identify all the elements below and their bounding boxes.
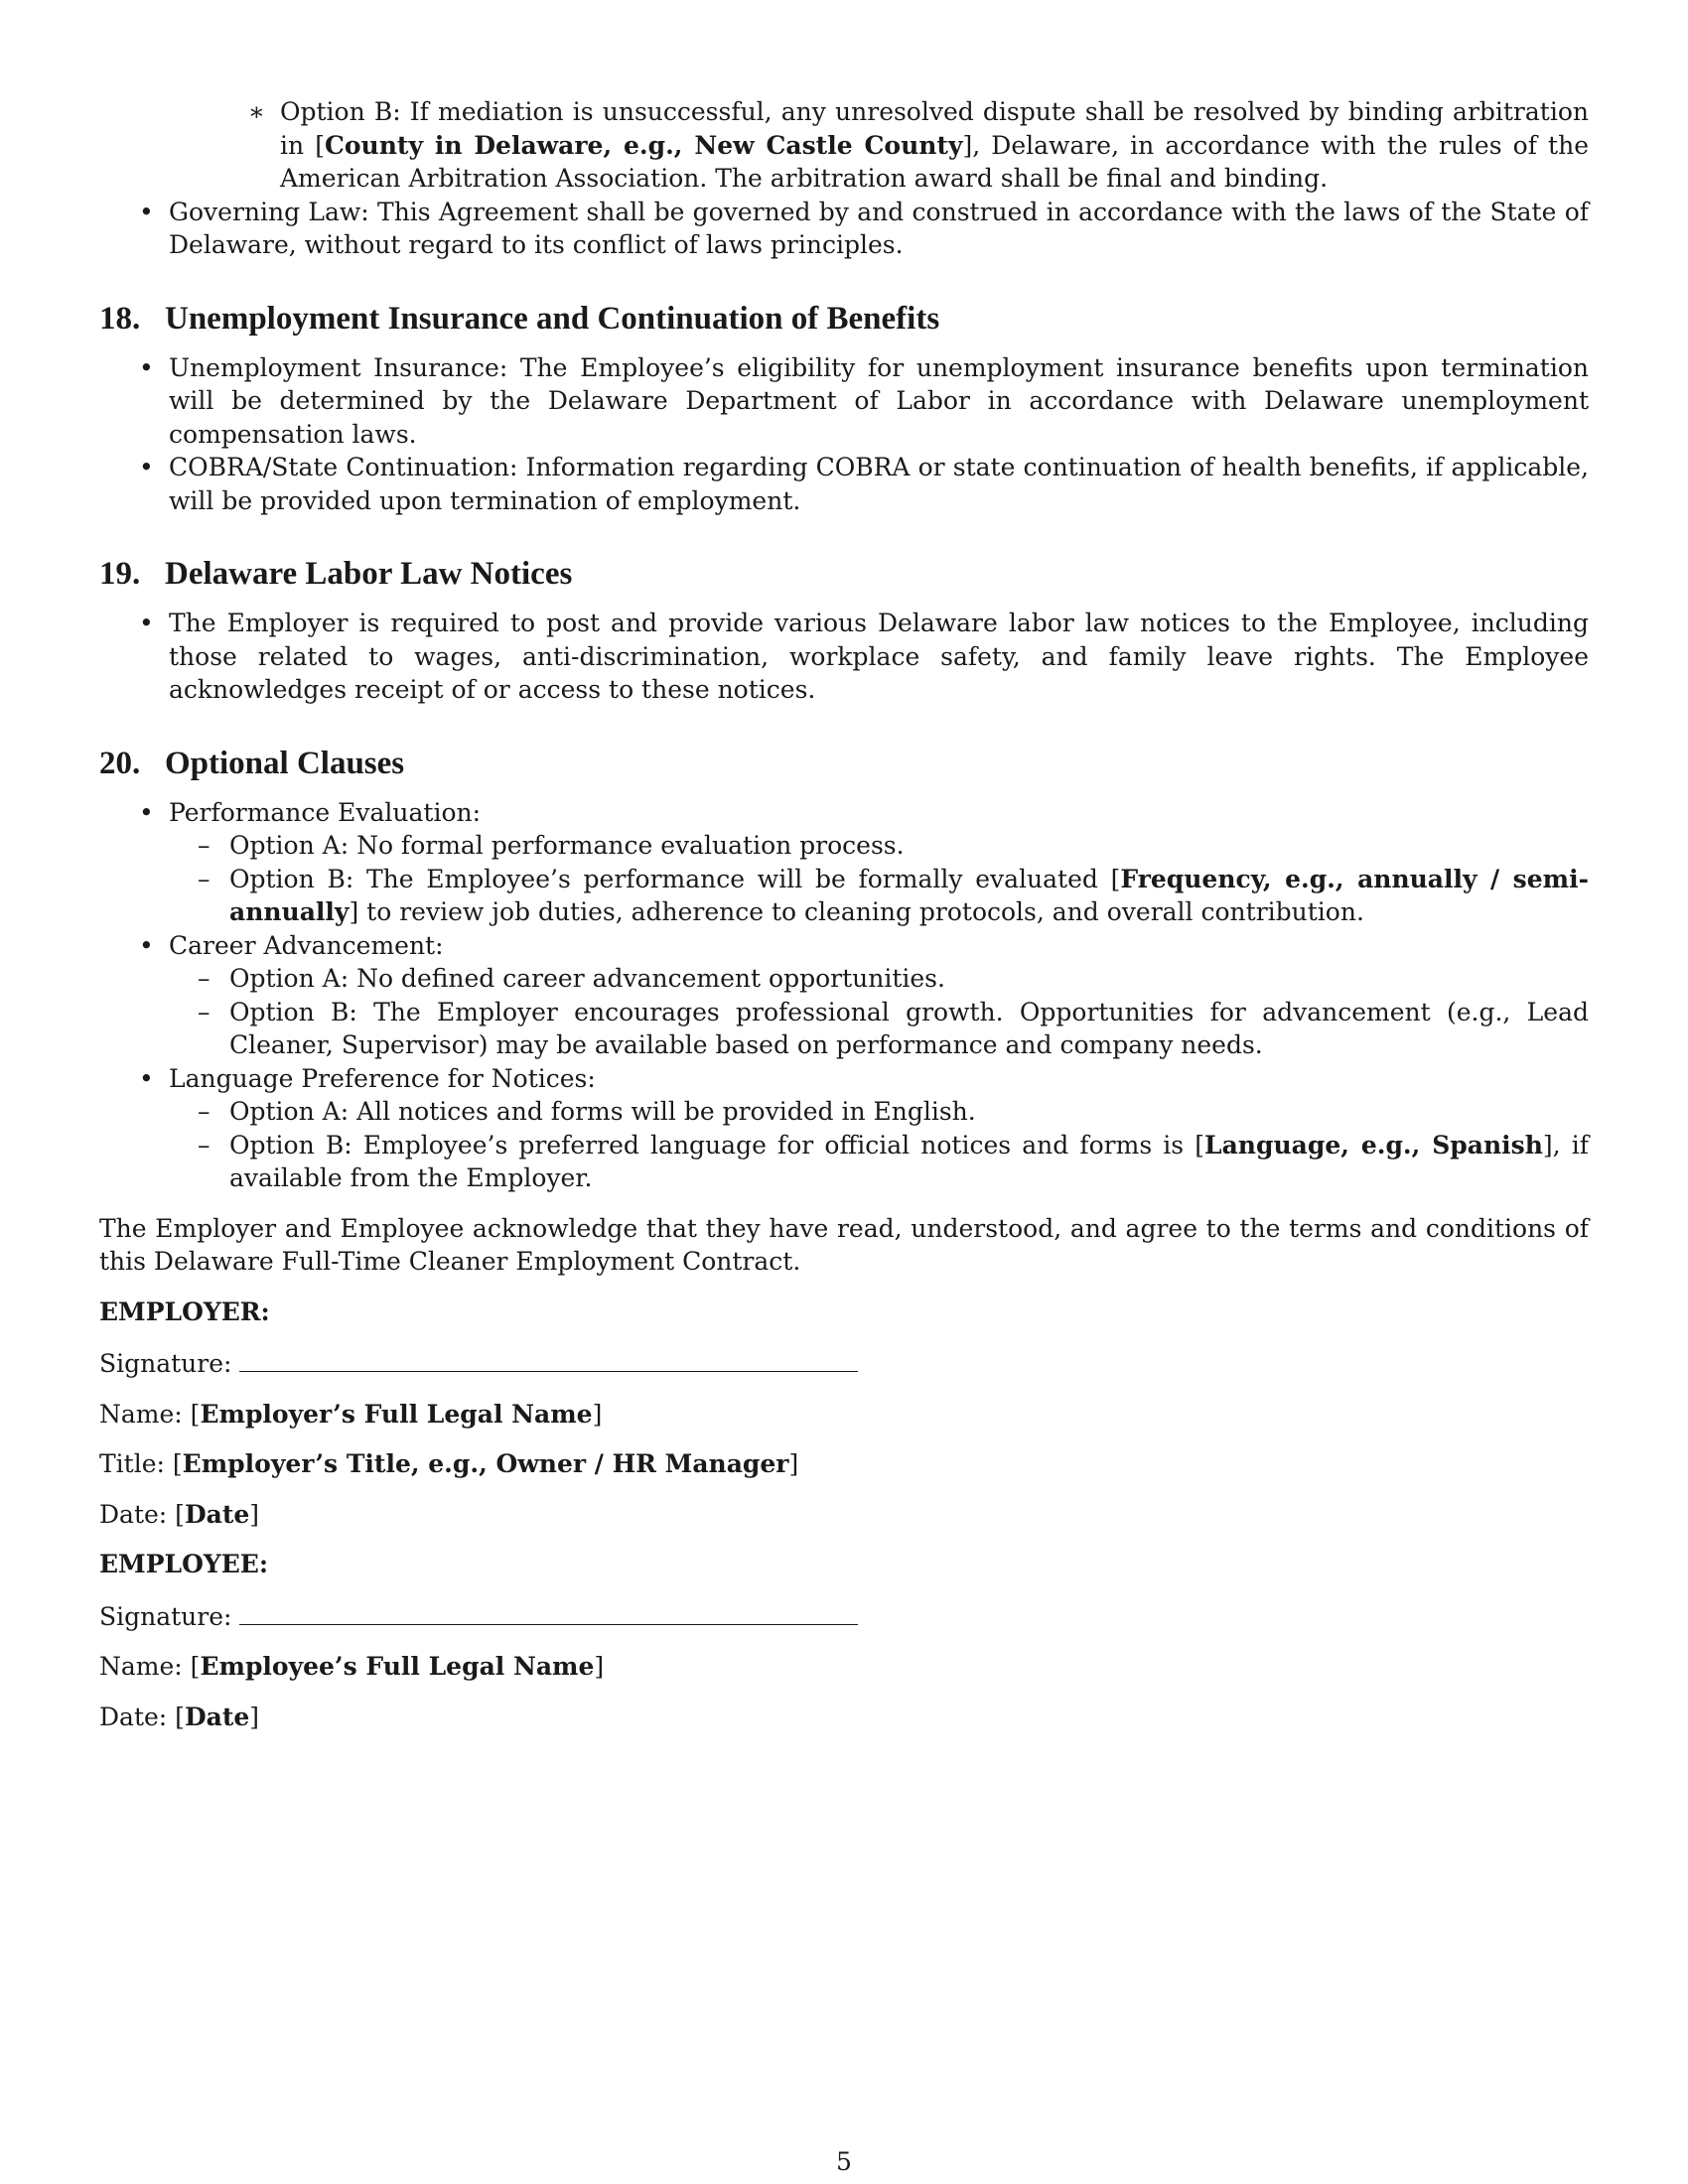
list-item: [169, 962, 1589, 996]
employer-signature-block: [99, 1296, 1589, 1532]
dash-marker: –: [198, 831, 211, 860]
language-preference-label: Language Preference for Notices:: [169, 1063, 596, 1093]
arbitration-option-b: [99, 95, 1589, 196]
section-19-number: 19.: [99, 556, 141, 592]
bullet-marker: •: [139, 609, 154, 637]
performance-option-b-pre: Option B: The Employee’s performance will be formally evaluated [: [229, 864, 1121, 893]
employer-date-row: [99, 1498, 1589, 1532]
labor-notices-text: The Employer is required to post and provide various Delaware labor law notices to the Employee, including those related to wages, anti-discrimination, workplace safety, and family leave rights. The Employee acknowledges receipt of or access to these notices.: [169, 609, 1589, 704]
employer-title-placeholder[interactable]: Employer’s Title, e.g., Owner / HR Manager: [182, 1449, 789, 1478]
section-18-number: 18.: [99, 300, 141, 337]
employee-name-row: [99, 1650, 1589, 1684]
list-item: [169, 1129, 1589, 1195]
dash-marker: –: [198, 1097, 211, 1126]
employee-signature-block: [99, 1548, 1589, 1733]
section-18-heading: [99, 299, 1589, 339]
governing-law-item: [99, 196, 1589, 262]
performance-option-b-post: ] to review job duties, adherence to cleaning protocols, and overall contribution.: [349, 897, 1364, 926]
performance-option-a: Option A: No formal performance evaluation process.: [229, 831, 905, 860]
employee-date-placeholder[interactable]: Date: [184, 1702, 250, 1731]
performance-evaluation-label: Performance Evaluation:: [169, 797, 482, 827]
page-number: 5: [836, 2147, 852, 2176]
bullet-marker: •: [139, 797, 154, 827]
section-20-number: 20.: [99, 745, 141, 781]
list-item: [169, 829, 1589, 863]
language-placeholder: Language, e.g., Spanish: [1204, 1130, 1543, 1160]
employee-signature-row: [99, 1598, 1589, 1634]
arbitration-option-b-post: ], Delaware, in accordance with the rules of the American Arbitration Association. The arbitration award shall be final and binding.: [280, 130, 1589, 193]
employer-signature-line[interactable]: [239, 1345, 858, 1372]
employee-name-placeholder[interactable]: Employee’s Full Legal Name: [200, 1652, 595, 1681]
employee-date-label: Date:: [99, 1702, 168, 1731]
open-bracket: [: [190, 1652, 201, 1681]
language-option-b-post: ], if available from the Employer.: [229, 1130, 1589, 1192]
language-options: [169, 1095, 1589, 1195]
acknowledgment-paragraph: The Employer and Employee acknowledge that they have read, understood, and agree to the terms and conditions of this Delaware Full-Time Cleaner Employment Contract.: [99, 1213, 1589, 1276]
list-item: [99, 607, 1589, 707]
section-20-list: [99, 796, 1589, 1195]
unemployment-insurance-text: Unemployment Insurance: The Employee’s eligibility for unemployment insurance benefits upon termination will be determined by the Delaware Department of Labor in accordance with Delaware unemployment compensation laws.: [169, 352, 1589, 449]
asterisk-marker: ∗: [248, 97, 265, 126]
language-preference-item: [99, 1062, 1589, 1195]
employee-name-label: Name:: [99, 1652, 183, 1681]
frequency-placeholder: Frequency, e.g., annually / semi-annually: [229, 864, 1589, 926]
dash-marker: –: [198, 997, 211, 1026]
employee-heading: EMPLOYEE:: [99, 1550, 269, 1578]
cobra-continuation-text: COBRA/State Continuation: Information regarding COBRA or state continuation of health benefits, if applicable, will be provided upon termination of employment.: [169, 453, 1589, 515]
employee-signature-label: Signature:: [99, 1601, 232, 1631]
career-options: [169, 962, 1589, 1062]
performance-options: [169, 829, 1589, 929]
open-bracket: [: [172, 1449, 183, 1478]
section-20-title: Optional Clauses: [165, 745, 405, 781]
language-option-a: Option A: All notices and forms will be provided in English.: [229, 1097, 976, 1126]
bullet-marker: •: [139, 352, 154, 382]
list-item: [99, 351, 1589, 452]
list-item: [169, 1095, 1589, 1129]
open-bracket: [: [190, 1399, 201, 1429]
employer-heading: EMPLOYER:: [99, 1297, 270, 1326]
list-item: [169, 996, 1589, 1062]
section-19-heading: [99, 554, 1589, 594]
employer-date-placeholder[interactable]: Date: [184, 1499, 250, 1529]
section-18-list: [99, 351, 1589, 518]
bullet-marker: •: [139, 453, 154, 481]
open-bracket: [: [175, 1702, 185, 1731]
section-19-title: Delaware Labor Law Notices: [165, 556, 573, 592]
employer-signature-row: [99, 1345, 1589, 1381]
dash-marker: –: [198, 1130, 211, 1160]
language-option-b-pre: Option B: Employee’s preferred language for official notices and forms is [: [229, 1130, 1205, 1160]
county-placeholder: County in Delaware, e.g., New Castle County: [324, 130, 963, 160]
list-item: [169, 863, 1589, 929]
employer-name-label: Name:: [99, 1399, 183, 1429]
employer-name-placeholder[interactable]: Employer’s Full Legal Name: [200, 1399, 593, 1429]
open-bracket: [: [175, 1499, 185, 1529]
employer-title-row: [99, 1447, 1589, 1481]
career-advancement-label: Career Advancement:: [169, 930, 444, 960]
section-20-heading: [99, 744, 1589, 783]
close-bracket: ]: [249, 1702, 260, 1731]
section-19-list: [99, 607, 1589, 707]
close-bracket: ]: [594, 1652, 605, 1681]
arbitration-option-b-pre: Option B: If mediation is unsuccessful, any unresolved dispute shall be resolved by binding arbitration in [: [280, 97, 1589, 160]
dash-marker: –: [198, 864, 211, 893]
employee-signature-line[interactable]: [239, 1598, 858, 1625]
bullet-marker: •: [139, 930, 154, 960]
close-bracket: ]: [788, 1449, 799, 1478]
governing-law-list: [99, 196, 1589, 262]
governing-law-text: Governing Law: This Agreement shall be governed by and construed in accordance with the laws of the State of Delaware, without regard to its conflict of laws principles.: [169, 197, 1589, 259]
close-bracket: ]: [249, 1499, 260, 1529]
close-bracket: ]: [592, 1399, 603, 1429]
employee-date-row: [99, 1701, 1589, 1734]
employer-date-label: Date:: [99, 1499, 168, 1529]
career-option-a: Option A: No defined career advancement opportunities.: [229, 964, 945, 993]
career-advancement-item: [99, 929, 1589, 1062]
employer-signature-label: Signature:: [99, 1349, 232, 1378]
employer-title-label: Title:: [99, 1449, 165, 1478]
employer-name-row: [99, 1398, 1589, 1432]
dash-marker: –: [198, 964, 211, 993]
document-page: [99, 95, 1589, 1733]
bullet-marker: •: [139, 1063, 154, 1093]
section-18-title: Unemployment Insurance and Continuation of Benefits: [165, 300, 940, 337]
list-item: [99, 451, 1589, 517]
performance-evaluation-item: [99, 796, 1589, 929]
bullet-marker: •: [139, 197, 154, 226]
career-option-b: Option B: The Employer encourages professional growth. Opportunities for advancement (e.g., Lead Cleaner, Supervisor) may be available based on performance and company needs.: [229, 997, 1589, 1059]
